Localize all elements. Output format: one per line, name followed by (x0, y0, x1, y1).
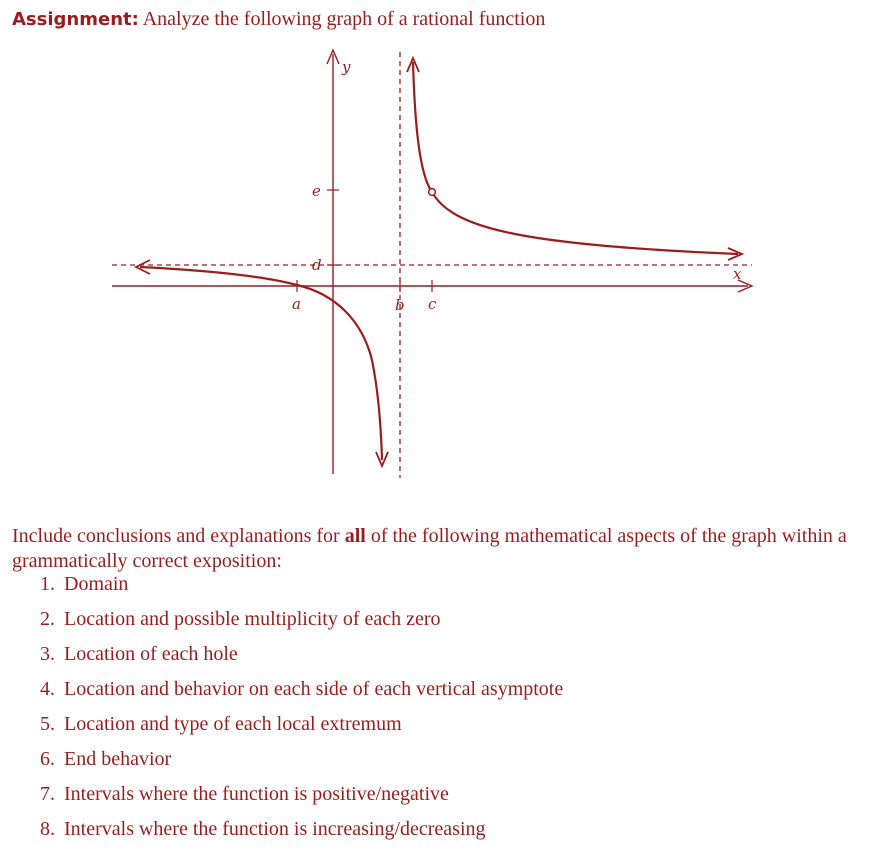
list-item-text: Domain (64, 573, 129, 595)
list-item (40, 642, 563, 677)
list-item-text: Location of each hole (64, 643, 238, 665)
list-item-number: 4. (40, 678, 55, 700)
aspects-list (40, 572, 563, 852)
hole-marker (429, 189, 436, 196)
list-item-number: 3. (40, 643, 55, 665)
list-item (40, 607, 563, 642)
tick-label-c: c (428, 295, 437, 313)
tick-label-d: d (312, 256, 322, 274)
left-branch-curve (140, 267, 382, 460)
list-item-text: Intervals where the function is positive/negative (64, 783, 449, 805)
instructions-paragraph (12, 524, 867, 574)
assignment-text: Analyze the following graph of a rational function (142, 8, 546, 30)
list-item-text: Location and type of each local extremum (64, 713, 402, 735)
list-item-text: Location and behavior on each side of each vertical asymptote (64, 678, 564, 700)
right-branch-curve (413, 62, 738, 254)
instructions-text-start: Include conclusions and explanations for (12, 525, 345, 547)
list-item (40, 782, 563, 817)
x-axis-label: x (733, 265, 742, 283)
y-axis-label: y (342, 58, 351, 76)
tick-label-a: a (292, 295, 301, 313)
list-item-number: 8. (40, 818, 55, 840)
list-item-number: 7. (40, 783, 55, 805)
list-item (40, 677, 563, 712)
instructions-emphasis: all (344, 525, 366, 547)
list-item (40, 712, 563, 747)
assignment-label: Assignment: (12, 9, 139, 30)
list-item-number: 1. (40, 573, 55, 595)
list-item-text: Intervals where the function is increasing/decreasing (64, 818, 486, 840)
list-item (40, 572, 563, 607)
list-item (40, 747, 563, 782)
instructions-text-end: of the following mathematical aspects of the graph within a grammatically correct exposition: (12, 525, 847, 572)
tick-label-e: e (312, 182, 321, 200)
tick-label-b: b (395, 296, 405, 314)
list-item (40, 817, 563, 852)
list-item-text: Location and possible multiplicity of each zero (64, 608, 441, 630)
list-item-text: End behavior (64, 748, 172, 770)
list-item-number: 2. (40, 608, 55, 630)
list-item-number: 5. (40, 713, 55, 735)
list-item-number: 6. (40, 748, 55, 770)
